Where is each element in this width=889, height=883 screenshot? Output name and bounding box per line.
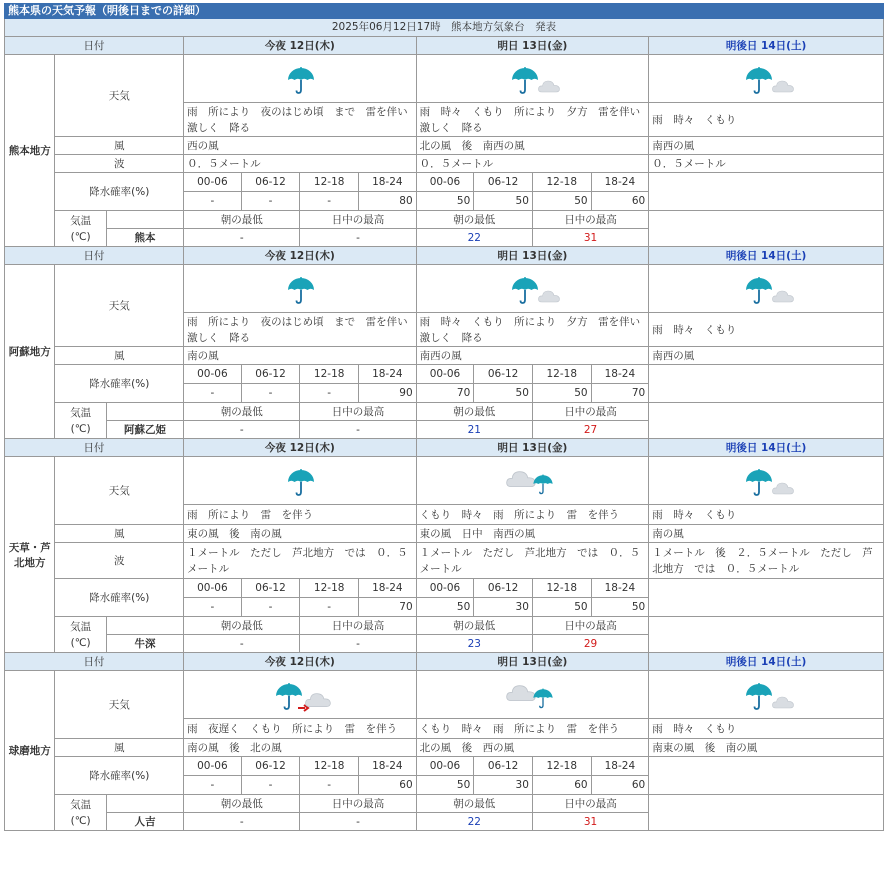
weather-text: くもり 時々 雨 所により 雷 を伴う	[416, 719, 649, 739]
date-label: 日付	[5, 439, 184, 457]
wind-text: 西の風	[184, 137, 417, 155]
station-name: 熊本	[106, 229, 183, 247]
pop-slot: 12-18	[300, 173, 359, 192]
umbrella-cloud-icon	[506, 267, 558, 307]
weather-text: 雨 所により 夜のはじめ頃 まで 雷を伴い 激しく 降る	[184, 103, 417, 137]
temp-value: -	[300, 229, 416, 247]
temp-max-value: 29	[532, 635, 648, 653]
pop-value: 60	[591, 776, 649, 795]
temp-min-value: 23	[416, 635, 532, 653]
weather-text: 雨 所により 雷 を伴う	[184, 505, 417, 525]
temp-max-label: 日中の最高	[300, 617, 416, 635]
umbrella-shape	[510, 65, 540, 95]
empty-cell	[106, 617, 183, 635]
day1-label: 今夜 12日(木)	[184, 247, 417, 265]
temp-header-row	[5, 211, 884, 229]
pop-label: 降水確率(%)	[55, 757, 184, 795]
pop-slot: 00-06	[184, 579, 242, 598]
pop-slot: 18-24	[359, 579, 417, 598]
weather-icon-row	[5, 265, 884, 313]
pop-slot: 00-06	[416, 365, 474, 384]
weather-icon-row	[5, 671, 884, 719]
temp-min-value: 22	[416, 813, 532, 831]
pop-slot: 06-12	[241, 579, 300, 598]
pop-slot: 18-24	[359, 757, 417, 776]
wave-text: ０．５メートル	[416, 155, 649, 173]
region-name: 熊本地方	[5, 55, 55, 247]
temp-min-label: 朝の最低	[416, 617, 532, 635]
pop-slot: 18-24	[591, 757, 649, 776]
pop-value: 70	[416, 384, 474, 403]
day3-label: 明後日 14日(土)	[649, 37, 884, 55]
date-header-row	[5, 247, 884, 265]
wind-text: 南西の風	[649, 347, 884, 365]
wind-label: 風	[55, 525, 184, 543]
temp-min-value: 22	[416, 229, 532, 247]
empty-cell	[649, 795, 884, 831]
wind-label: 風	[55, 739, 184, 757]
date-label: 日付	[5, 653, 184, 671]
temp-min-label: 朝の最低	[416, 795, 532, 813]
day2-label: 明日 13日(金)	[416, 439, 649, 457]
pop-slot: 06-12	[474, 365, 533, 384]
region-name: 球磨地方	[5, 671, 55, 831]
umbrella-shape	[532, 687, 554, 709]
empty-cell	[106, 403, 183, 421]
pop-value: 80	[359, 192, 417, 211]
cloud-shape	[772, 481, 794, 495]
pop-slot: 00-06	[184, 365, 242, 384]
cloud-shape	[538, 289, 560, 303]
temp-max-label: 日中の最高	[532, 795, 648, 813]
wave-text: ０．５メートル	[184, 155, 417, 173]
temp-max-label: 日中の最高	[532, 617, 648, 635]
day3-label: 明後日 14日(土)	[649, 653, 884, 671]
weather-text: 雨 時々 くもり 所により 夕方 雷を伴い 激しく 降る	[416, 313, 649, 347]
pop-value: 70	[359, 598, 417, 617]
temp-label: 気温 (℃)	[55, 211, 106, 247]
pop-slot: 18-24	[359, 173, 417, 192]
weather-text: くもり 時々 雨 所により 雷 を伴う	[416, 505, 649, 525]
temp-max-label: 日中の最高	[532, 403, 648, 421]
pop-label: 降水確率(%)	[55, 173, 184, 211]
umbrella-cloud-icon	[506, 57, 558, 97]
umbrella-icon	[274, 459, 326, 499]
wind-text: 南の風 後 北の風	[184, 739, 417, 757]
temp-value: -	[300, 421, 416, 439]
temp-label: 気温 (℃)	[55, 795, 106, 831]
station-name: 牛深	[106, 635, 183, 653]
temp-min-label: 朝の最低	[184, 617, 300, 635]
temp-value: -	[300, 635, 416, 653]
region-name: 天草・芦北地方	[5, 457, 55, 653]
umbrella-shape	[744, 65, 774, 95]
wind-text: 東の風 後 南の風	[184, 525, 417, 543]
pop-slot: 06-12	[474, 579, 533, 598]
pop-slot: 12-18	[300, 365, 359, 384]
cloud-umbrella-icon	[506, 459, 558, 499]
pop-slot-row	[5, 579, 884, 598]
weather-label: 天気	[55, 671, 184, 739]
weather-label: 天気	[55, 457, 184, 525]
umbrella-cloud-icon	[740, 57, 792, 97]
temp-header-row	[5, 403, 884, 421]
day3-label: 明後日 14日(土)	[649, 247, 884, 265]
pop-value: 50	[532, 598, 591, 617]
pop-slot: 06-12	[474, 757, 533, 776]
weather-icon-cell	[649, 671, 884, 719]
wind-label: 風	[55, 347, 184, 365]
umbrella-cloud-icon	[740, 459, 792, 499]
day2-label: 明日 13日(金)	[416, 653, 649, 671]
cloud-shape	[538, 79, 560, 93]
empty-cell	[649, 365, 884, 403]
weather-text: 雨 時々 くもり	[649, 505, 884, 525]
wind-row	[5, 137, 884, 155]
pop-slot: 06-12	[241, 757, 300, 776]
wave-row	[5, 155, 884, 173]
weather-icon-row	[5, 457, 884, 505]
pop-value: 90	[359, 384, 417, 403]
issued-info: 2025年06月12日17時 熊本地方気象台 発表	[4, 19, 884, 36]
pop-value: 50	[532, 192, 591, 211]
weather-icon-cell	[649, 265, 884, 313]
date-label: 日付	[5, 37, 184, 55]
wave-row	[5, 543, 884, 579]
pop-slot: 06-12	[241, 173, 300, 192]
pop-slot: 00-06	[184, 173, 242, 192]
day3-label: 明後日 14日(土)	[649, 439, 884, 457]
forecast-table	[4, 36, 884, 831]
weather-text: 雨 時々 くもり 所により 夕方 雷を伴い 激しく 降る	[416, 103, 649, 137]
wind-text: 南の風	[649, 525, 884, 543]
temp-max-value: 27	[532, 421, 648, 439]
temp-value: -	[184, 813, 300, 831]
pop-value: -	[300, 192, 359, 211]
pop-slot: 12-18	[300, 579, 359, 598]
pop-value: 50	[474, 192, 533, 211]
pop-value: 60	[591, 192, 649, 211]
pop-value: -	[241, 776, 300, 795]
pop-slot: 00-06	[184, 757, 242, 776]
weather-text: 雨 時々 くもり	[649, 313, 884, 347]
wave-label: 波	[55, 155, 184, 173]
pop-value: -	[241, 192, 300, 211]
temp-header-row	[5, 795, 884, 813]
weather-icon-cell	[184, 55, 417, 103]
pop-slot-row	[5, 365, 884, 384]
page-title: 熊本県の天気予報（明後日までの詳細）	[4, 3, 884, 19]
wave-text: １メートル ただし 芦北地方 では ０．５メートル	[416, 543, 649, 579]
pop-slot: 12-18	[532, 579, 591, 598]
temp-min-label: 朝の最低	[184, 211, 300, 229]
temp-min-value: 21	[416, 421, 532, 439]
temp-max-label: 日中の最高	[300, 403, 416, 421]
umbrella-shape	[286, 467, 316, 497]
pop-label: 降水確率(%)	[55, 579, 184, 617]
umbrella-shape	[510, 275, 540, 305]
empty-cell	[649, 757, 884, 795]
forecast-page	[4, 3, 884, 831]
pop-value: 60	[359, 776, 417, 795]
pop-slot-row	[5, 757, 884, 776]
station-name: 阿蘇乙姫	[106, 421, 183, 439]
pop-value: 70	[591, 384, 649, 403]
temp-max-label: 日中の最高	[532, 211, 648, 229]
temp-value: -	[184, 635, 300, 653]
wind-text: 南の風	[184, 347, 417, 365]
umbrella-shape	[286, 65, 316, 95]
cloud-shape	[772, 289, 794, 303]
wind-label: 風	[55, 137, 184, 155]
weather-label: 天気	[55, 55, 184, 137]
empty-cell	[649, 579, 884, 617]
pop-value: -	[184, 192, 242, 211]
pop-slot: 18-24	[591, 173, 649, 192]
day1-label: 今夜 12日(木)	[184, 653, 417, 671]
temp-max-value: 31	[532, 229, 648, 247]
weather-icon-cell	[416, 265, 649, 313]
umbrella-cloud-icon	[740, 267, 792, 307]
wave-text: ０．５メートル	[649, 155, 884, 173]
temp-min-label: 朝の最低	[416, 211, 532, 229]
pop-slot: 06-12	[474, 173, 533, 192]
pop-value: 50	[532, 384, 591, 403]
empty-cell	[649, 211, 884, 247]
umbrella-shape	[744, 275, 774, 305]
region-name: 阿蘇地方	[5, 265, 55, 439]
pop-slot: 12-18	[532, 757, 591, 776]
umbrella-cloud-icon	[740, 673, 792, 713]
temp-label: 気温 (℃)	[55, 617, 106, 653]
day1-label: 今夜 12日(木)	[184, 37, 417, 55]
pop-value: 30	[474, 776, 533, 795]
weather-icon-cell	[184, 671, 417, 719]
wind-text: 北の風 後 西の風	[416, 739, 649, 757]
umbrella-icon	[274, 57, 326, 97]
wind-text: 北の風 後 南西の風	[416, 137, 649, 155]
temp-header-row	[5, 617, 884, 635]
pop-slot: 12-18	[300, 757, 359, 776]
weather-icon-cell	[184, 265, 417, 313]
temp-min-label: 朝の最低	[416, 403, 532, 421]
day2-label: 明日 13日(金)	[416, 37, 649, 55]
date-label: 日付	[5, 247, 184, 265]
empty-cell	[106, 795, 183, 813]
weather-text: 雨 時々 くもり	[649, 103, 884, 137]
wave-label: 波	[55, 543, 184, 579]
day2-label: 明日 13日(金)	[416, 247, 649, 265]
date-header-row	[5, 439, 884, 457]
pop-value: -	[300, 598, 359, 617]
wind-text: 南東の風 後 南の風	[649, 739, 884, 757]
pop-value: -	[184, 598, 242, 617]
pop-value: 60	[532, 776, 591, 795]
station-name: 人吉	[106, 813, 183, 831]
pop-value: -	[241, 598, 300, 617]
wind-text: 東の風 日中 南西の風	[416, 525, 649, 543]
pop-value: 50	[416, 776, 474, 795]
wind-row	[5, 525, 884, 543]
temp-min-label: 朝の最低	[184, 795, 300, 813]
temp-value: -	[300, 813, 416, 831]
pop-value: 30	[474, 598, 533, 617]
weather-icon-cell	[184, 457, 417, 505]
cloud-umbrella-icon	[506, 673, 558, 713]
pop-slot: 00-06	[416, 757, 474, 776]
umbrella-icon	[274, 267, 326, 307]
wind-text: 南西の風	[649, 137, 884, 155]
temp-max-value: 31	[532, 813, 648, 831]
pop-label: 降水確率(%)	[55, 365, 184, 403]
weather-label: 天気	[55, 265, 184, 347]
empty-cell	[106, 211, 183, 229]
temp-value: -	[184, 229, 300, 247]
cloud-shape	[772, 695, 794, 709]
temp-min-label: 朝の最低	[184, 403, 300, 421]
cloud-shape	[772, 79, 794, 93]
umbrella-shape	[744, 681, 774, 711]
weather-text: 雨 夜遅く くもり 所により 雷 を伴う	[184, 719, 417, 739]
pop-value: 50	[416, 598, 474, 617]
weather-icon-cell	[649, 55, 884, 103]
date-header-row	[5, 653, 884, 671]
wind-row	[5, 347, 884, 365]
pop-slot: 12-18	[532, 365, 591, 384]
temp-max-label: 日中の最高	[300, 795, 416, 813]
weather-icon-cell	[416, 55, 649, 103]
pop-slot: 06-12	[241, 365, 300, 384]
weather-text: 雨 所により 夜のはじめ頃 まで 雷を伴い 激しく 降る	[184, 313, 417, 347]
umbrella-shape	[532, 473, 554, 495]
umbrella-shape	[286, 275, 316, 305]
pop-slot: 00-06	[416, 173, 474, 192]
wave-text: １メートル 後 ２．５メートル ただし 芦北地方 では ０．５メートル	[649, 543, 884, 579]
pop-slot: 00-06	[416, 579, 474, 598]
temp-label: 気温 (℃)	[55, 403, 106, 439]
day1-label: 今夜 12日(木)	[184, 439, 417, 457]
umbrella-then-cloud-icon	[274, 673, 326, 713]
weather-icon-cell	[416, 671, 649, 719]
pop-value: -	[184, 776, 242, 795]
pop-value: -	[300, 384, 359, 403]
pop-slot-row	[5, 173, 884, 192]
pop-slot: 18-24	[359, 365, 417, 384]
wind-row	[5, 739, 884, 757]
temp-value: -	[184, 421, 300, 439]
pop-slot: 18-24	[591, 579, 649, 598]
date-header-row	[5, 37, 884, 55]
wave-text: １メートル ただし 芦北地方 では ０．５メートル	[184, 543, 417, 579]
pop-value: 50	[591, 598, 649, 617]
weather-icon-cell	[416, 457, 649, 505]
pop-value: -	[241, 384, 300, 403]
pop-slot: 12-18	[532, 173, 591, 192]
empty-cell	[649, 403, 884, 439]
weather-icon-row	[5, 55, 884, 103]
empty-cell	[649, 173, 884, 211]
cloud-shape	[305, 691, 331, 708]
pop-value: 50	[474, 384, 533, 403]
weather-text: 雨 時々 くもり	[649, 719, 884, 739]
empty-cell	[649, 617, 884, 653]
pop-value: -	[184, 384, 242, 403]
wind-text: 南西の風	[416, 347, 649, 365]
pop-value: -	[300, 776, 359, 795]
pop-value: 50	[416, 192, 474, 211]
temp-max-label: 日中の最高	[300, 211, 416, 229]
pop-slot: 18-24	[591, 365, 649, 384]
umbrella-shape	[744, 467, 774, 497]
weather-icon-cell	[649, 457, 884, 505]
